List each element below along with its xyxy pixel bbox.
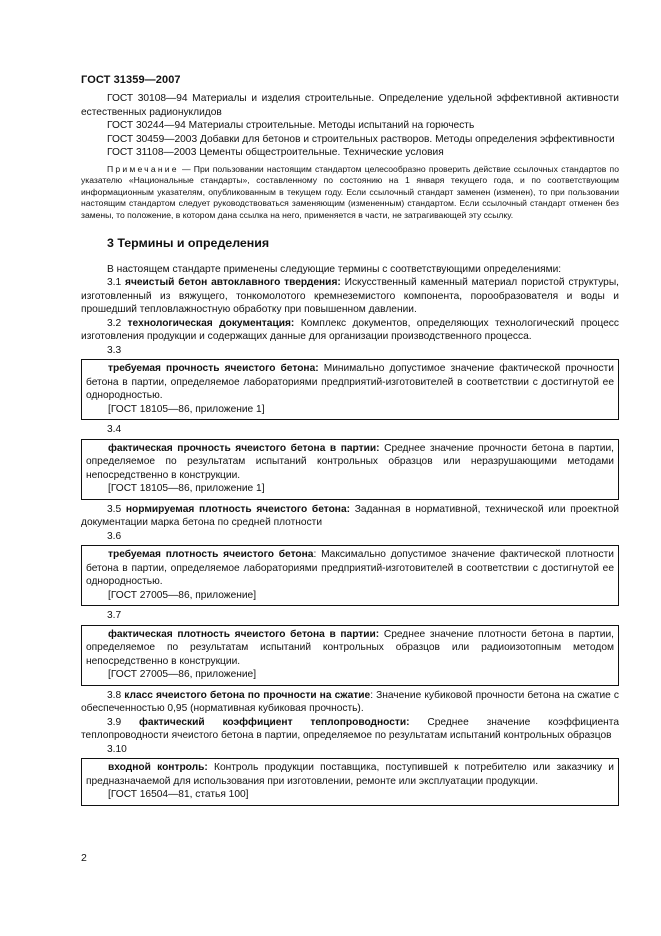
term-3-3 (86, 362, 614, 403)
term-3-6 (86, 548, 614, 589)
term-3-6-number: 3.6 (107, 530, 122, 542)
term-3-10-number: 3.10 (107, 743, 127, 755)
term-number: 3.9 (107, 716, 139, 728)
term-definition: Минимально допустимое значение фактической прочности бетона в партии, определяемое лабораториями предприятий-изготовителей в соответствии с достигнутой ее однородностью. (86, 363, 614, 402)
term-3-5 (81, 503, 619, 530)
term-name: класс ячеистого бетона по прочности на сжатие (124, 689, 371, 701)
note-text: — При пользовании настоящим стандартом целесообразно проверить действие ссылочных стандартов по указателю «Национальные стандарты», составленному по состоянию на 1 января текущего года, и по соответствующим информационным указателям, опубликованным в текущем году. Если ссылочный стандарт заменен (изменен), то при пользовании настоящим стандартом следует руководствоваться заменяющим (измененным) стандартом. Если ссылочный стандарт отменен без замены, то положение, в котором дана ссылка на него, применяется в части, не затрагивающей эту ссылку. (81, 163, 619, 220)
section-title: 3 Термины и определения (107, 236, 270, 251)
term-name: требуемая плотность ячеистого бетона (108, 549, 314, 561)
term-definition: Комплекс документов, определяющих технологический процесс изготовления продукции и содержащих данные для организации производственного процесса. (81, 317, 619, 343)
term-name: входной контроль: (108, 762, 208, 774)
term-definition: : Максимально допустимое значение фактической плотности бетона в партии, определяемое лабораториями предприятий-изготовителей в соответствии с достигнутой ее однородностью. (86, 549, 614, 588)
term-number: 3.5 (107, 503, 126, 515)
term-3-4 (86, 442, 614, 483)
term-number: 3.1 (107, 277, 125, 289)
term-definition: Контроль продукции поставщика, поступившей к потребителю или заказчику и предназначаемой для использования при изготовлении, ремонте или эксплуатации продукции. (86, 762, 614, 787)
term-3-9 (81, 716, 619, 743)
term-3-2 (81, 317, 619, 344)
term-definition: Искусственный каменный материал пористой структуры, изготовленный из вяжущего, тонкомолотого кремнеземистого компонента, порообразователя и воды и прошедший тепловлажностную обработку при повышенном давлении. (81, 277, 619, 316)
page-number: 2 (81, 852, 87, 864)
term-name: требуемая прочность ячеистого бетона: (108, 363, 319, 375)
term-3-7-box (81, 625, 619, 686)
reference-gost-30244: ГОСТ 30244—94 Материалы строительные. Методы испытаний на горючесть (107, 120, 475, 131)
term-3-7 (86, 628, 614, 669)
term-3-3-number: 3.3 (107, 344, 122, 356)
note-label: Примечание (107, 163, 179, 174)
term-number: 3.8 (107, 689, 125, 701)
term-name: фактическая плотность ячеистого бетона в партии: (108, 628, 380, 640)
term-3-4-box (81, 439, 619, 500)
term-definition: : Значение кубиковой прочности бетона на сжатие с обеспеченностью 0,95 (нормативная кубиковая прочность). (81, 689, 620, 715)
term-3-10 (86, 761, 614, 788)
reference-note (81, 164, 619, 222)
term-name: ячеистый бетон автоклавного твердения: (125, 277, 341, 289)
term-3-4-number: 3.4 (107, 424, 122, 436)
document-body (81, 92, 619, 809)
document-header: ГОСТ 31359—2007 (81, 74, 181, 86)
term-number: 3.2 (107, 317, 128, 329)
term-3-3-box (81, 359, 619, 420)
term-name: фактическая прочность ячеистого бетона в партии: (108, 442, 380, 454)
term-3-10-box (81, 758, 619, 806)
term-3-1 (81, 276, 619, 317)
term-3-8 (81, 689, 619, 716)
term-name: фактический коэффициент теплопроводности: (138, 716, 410, 728)
term-name: нормируемая плотность ячеистого бетона: (125, 503, 351, 515)
term-source: [ГОСТ 18105—86, приложение 1] (108, 403, 265, 415)
term-3-6-box (81, 545, 619, 606)
reference-gost-30459: ГОСТ 30459—2003 Добавки для бетонов и строительных растворов. Методы определения эффективности (107, 133, 615, 145)
reference-gost-30108: ГОСТ 30108—94 Материалы и изделия строительные. Определение удельной эффективной активности естественных радионуклидов (81, 93, 619, 118)
term-source: [ГОСТ 27005—86, приложение] (108, 669, 257, 681)
term-definition: Заданная в нормативной, технической или проектной документации марка бетона по средней плотности (81, 503, 619, 529)
term-definition: Среднее значение плотности бетона в партии, определяемое по результатам испытаний контрольных образцов или радиоизотопным методом непосредственно в конструкции. (86, 628, 614, 667)
reference-gost-31108: ГОСТ 31108—2003 Цементы общестроительные. Технические условия (107, 147, 444, 158)
term-name: технологическая документация: (127, 317, 295, 329)
section-intro: В настоящем стандарте применены следующие термины с соответствующими определениями: (107, 263, 562, 275)
term-source: [ГОСТ 18105—86, приложение 1] (108, 483, 265, 495)
term-source: [ГОСТ 27005—86, приложение] (108, 589, 257, 601)
term-definition: Среднее значение коэффициента теплопроводности ячеистого бетона в партии, определяемое по результатам испытаний контрольных образцов (81, 716, 619, 742)
term-definition: Среднее значение прочности бетона в партии, определяемое по результатам испытаний контрольных образцов или неразрушающими методами непосредственно в конструкции. (86, 442, 614, 481)
term-3-7-number: 3.7 (107, 610, 122, 622)
term-source: [ГОСТ 16504—81, статья 100] (108, 789, 249, 801)
